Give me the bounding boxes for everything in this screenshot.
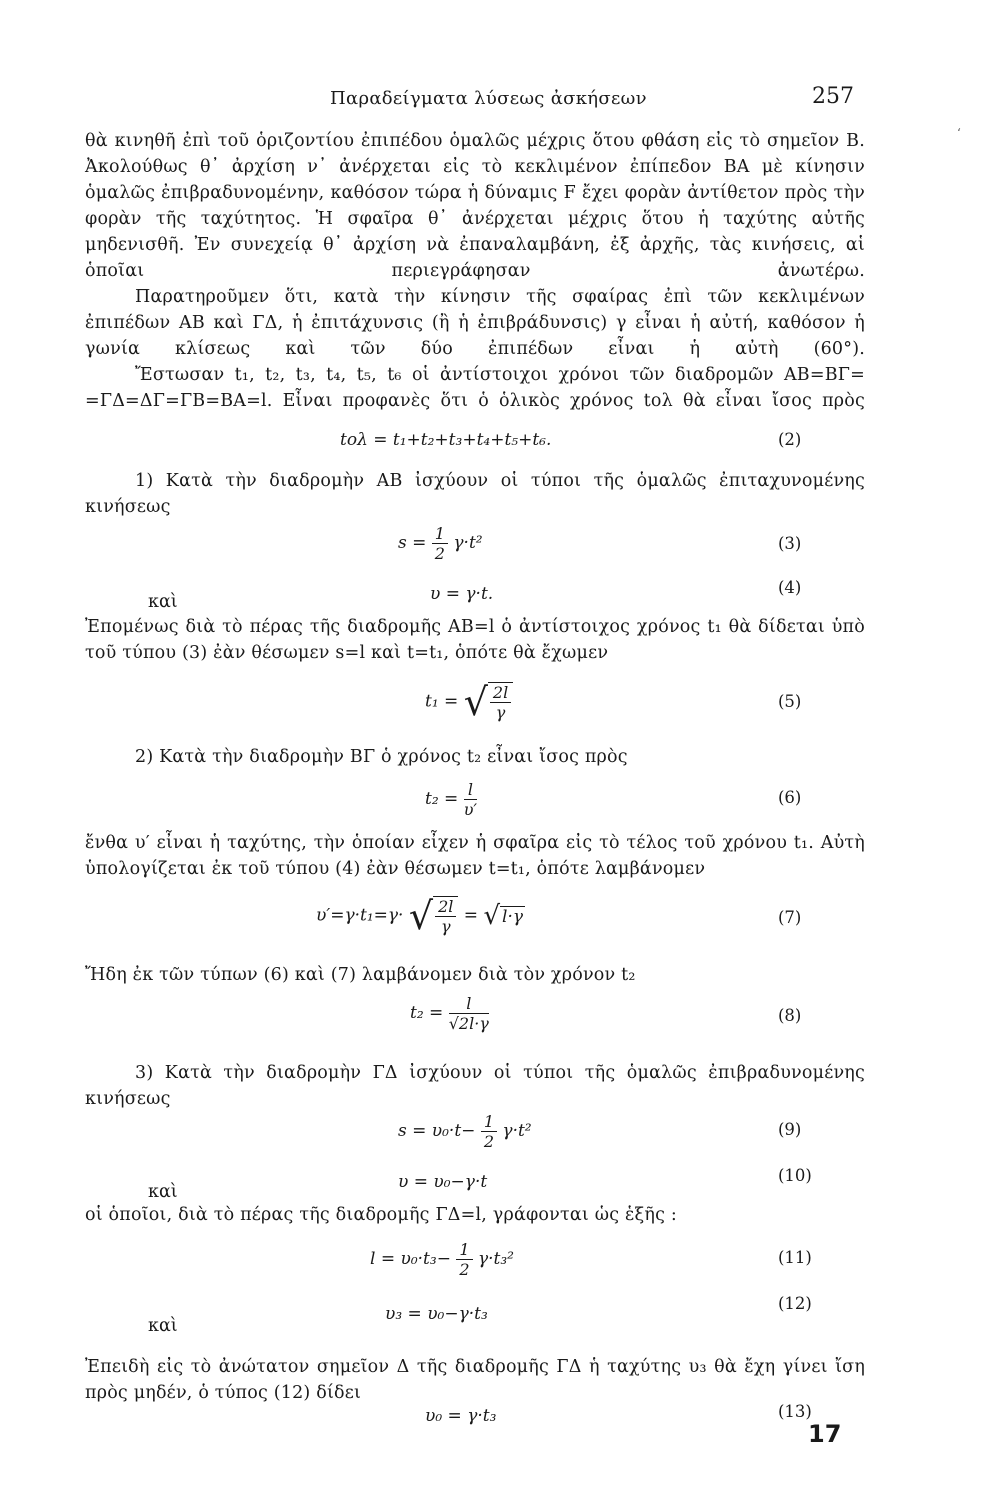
equation-5-lhs: t₁ = (425, 691, 459, 712)
radical-sign-icon: √ (408, 894, 434, 938)
equation-11-rhs: γ·t₃² (477, 1249, 514, 1269)
paragraph-6: 2) Κατὰ τὴν διαδρομὴν ΒΓ ὁ χρόνος t₂ εἶναι ἴσος πρὸς (135, 747, 628, 767)
paragraph-10: οἱ ὁποῖοι, διὰ τὸ πέρας τῆς διαδρομῆς ΓΔ=l, γράφονται ὡς ἑξῆς : (85, 1205, 677, 1225)
equation-7-number: (7) (778, 908, 802, 927)
equation-9-fraction (481, 1112, 497, 1151)
equation-12 (0, 1294, 999, 1334)
equation-4-number: (4) (778, 578, 802, 597)
equation-7-sqrt-2 (483, 903, 525, 929)
paragraph-11: Ἐπειδὴ εἰς τὸ ἀνώτατον σημεῖον Δ τῆς διαδρομῆς ΓΔ ἡ ταχύτης υ₃ θὰ ἔχη γίνει ἴση πρὸς μηδέν, ὁ τύπος (12) δίδει (85, 1357, 865, 1403)
equation-4-expr: υ = γ·t. (430, 584, 494, 604)
equation-9-lhs: s = υ₀·t− (398, 1121, 476, 1141)
equation-8-lhs: t₂ = (410, 1003, 444, 1023)
paragraph-7: ἔνθα υ′ εἶναι ἡ ταχύτης, τὴν ὁποίαν εἶχεν ἡ σφαῖρα εἰς τὸ τέλος τοῦ χρόνου t₁. Αὐτὴ ὑπολογίζεται ἐκ τοῦ τύπου (4) ἐὰν θέσωμεν t=t₁, ὁπότε λαμβάνομεν (85, 833, 865, 879)
paragraph-2: Παρατηροῦμεν ὅτι, κατὰ τὴν κίνησιν τῆς σφαίρας ἐπὶ τῶν κεκλιμένων ἐπιπέδων ΑΒ καὶ ΓΔ, ἡ ἐπιτάχυνσις (ἢ ἡ ἐπιβράδυνσις) γ εἶναι ἡ αὐτή, καθόσον ἡ γωνία κλίσεως καὶ τῶν δύο ἐπιπέδων εἶναι ἡ αὐτὴ (60°). (85, 287, 865, 359)
equation-5-number: (5) (778, 692, 802, 711)
equation-3-number: (3) (778, 534, 802, 553)
equation-5-sqrt (464, 682, 514, 722)
paragraph-5: Ἐπομένως διὰ τὸ πέρας τῆς διαδρομῆς ΑΒ=l ὁ ἀντίστοιχος χρόνος t₁ θὰ δίδεται ὑπὸ τοῦ τύπου (3) ἐὰν θέσωμεν s=l καὶ t=t₁, ὁπότε θὰ ἔχωμεν (85, 617, 865, 663)
equation-6-numerator: l (464, 780, 477, 800)
equation-13-expr: υ₀ = γ·t₃ (425, 1406, 497, 1426)
equation-13 (0, 1400, 999, 1440)
equation-12-expr: υ₃ = υ₀−γ·t₃ (385, 1304, 488, 1324)
equation-8-denominator: 2l·γ (458, 1014, 489, 1033)
equation-10-expr: υ = υ₀−γ·t (398, 1172, 488, 1192)
equation-11-numerator: 1 (456, 1240, 472, 1260)
equation-7-numerator: 2l (435, 897, 456, 917)
equation-7-lhs: υ′=γ·t₁=γ· (316, 905, 404, 926)
paragraph-4: 1) Κατὰ τὴν διαδρομὴν ΑΒ ἰσχύουν οἱ τύποι τῆς ὁμαλῶς ἐπιταχυνομένης κινήσεως (85, 471, 865, 517)
equation-8-fraction (449, 994, 489, 1033)
radical-sign-icon: √ (463, 680, 488, 724)
equation-11 (0, 1236, 999, 1288)
equation-5-denominator: γ (495, 703, 506, 722)
equation-2-expr: tολ = t₁+t₂+t₃+t₄+t₅+t₆. (340, 430, 552, 450)
equation-8 (0, 994, 999, 1054)
equation-3-denominator: 2 (434, 544, 445, 563)
header-title: Παραδείγματα λύσεως ἀσκήσεων (330, 88, 647, 109)
equation-10-number: (10) (778, 1166, 812, 1185)
equation-11-fraction (456, 1240, 472, 1279)
equation-3-rhs: γ·t² (453, 533, 483, 553)
equation-13-number: (13) (778, 1402, 812, 1421)
equation-3-fraction (432, 524, 448, 563)
page-number: 257 (812, 84, 854, 109)
equation-9 (0, 1108, 999, 1158)
equation-5 (0, 676, 999, 736)
equation-11-denominator: 2 (459, 1260, 470, 1279)
equation-4 (0, 578, 999, 618)
equation-8-number: (8) (778, 1006, 802, 1025)
equation-7-denominator: γ (440, 917, 451, 936)
equation-6 (0, 778, 999, 830)
equation-6-denominator: υ′ (463, 800, 478, 819)
paragraph-9: 3) Κατὰ τὴν διαδρομὴν ΓΔ ἰσχύουν οἱ τύποι τῆς ὁμαλῶς ἐπιβραδυνομένης κινήσεως (85, 1063, 865, 1109)
equation-7-sqrt-1 (409, 896, 459, 936)
equation-3 (0, 520, 999, 570)
equation-12-number: (12) (778, 1294, 812, 1313)
equation-2 (0, 426, 999, 466)
equation-3-numerator: 1 (432, 524, 448, 544)
running-header (0, 84, 999, 118)
equation-7 (0, 892, 999, 952)
equation-6-number: (6) (778, 788, 802, 807)
paragraph-3: Ἔστωσαν t₁, t₂, t₃, t₄, t₅, t₆ οἱ ἀντίστοιχοι χρόνοι τῶν διαδρομῶν ΑΒ=ΒΓ= =ΓΔ=ΔΓ=ΓΒ=ΒΑ=l. Εἶναι προφανὲς ὅτι ὁ ὁλικὸς χρόνος tολ θὰ εἶναι ἴσος πρὸς (85, 365, 865, 411)
equation-11-lhs: l = υ₀·t₃− (370, 1249, 451, 1269)
equation-7-rhs: l·γ (502, 906, 524, 927)
equation-10 (0, 1166, 999, 1206)
paragraph-8: Ἤδη ἐκ τῶν τύπων (6) καὶ (7) λαμβάνομεν διὰ τὸν χρόνον t₂ (85, 965, 636, 985)
equation-9-number: (9) (778, 1120, 802, 1139)
margin-mark: ʻ (957, 126, 961, 140)
paragraph-1: θὰ κινηθῆ ἐπὶ τοῦ ὁριζοντίου ἐπιπέδου ὁμαλῶς μέχρις ὅτου φθάση εἰς τὸ σημεῖον Β. Ἀκολούθως θ᾽ ἀρχίση ν᾽ ἀνέρχεται εἰς τὸ κεκλιμένον ἐπίπεδον ΒΑ μὲ κίνησιν ὁμαλῶς ἐπιβραδυνομένην, καθόσον τώρα ἡ δύναμις F ἔχει φορὰν ἀντίθετον πρὸς τὴν φορὰν τῆς ταχύτητος. Ἡ σφαῖρα θ᾽ ἀνέρχεται μέχρις ὅτου ἡ ταχύτης αὐτῆς μηδενισθῆ. Ἐν συνεχείᾳ θ᾽ ἀρχίση νὰ ἐπαναλαμβάνη, ἐξ ἀρχῆς, τὰς κινήσεις, αἱ ὁποῖαι περιεγράφησαν ἀνωτέρω. (85, 131, 865, 281)
equation-2-number: (2) (778, 430, 802, 449)
equation-9-numerator: 1 (481, 1112, 497, 1132)
equation-11-number: (11) (778, 1248, 812, 1267)
equation-6-fraction (464, 780, 477, 819)
radical-sign-icon: √ (448, 1014, 459, 1033)
equation-9-rhs: γ·t² (502, 1121, 532, 1141)
equation-8-numerator: l (449, 994, 489, 1014)
equation-9-denominator: 2 (483, 1132, 494, 1151)
equation-6-lhs: t₂ = (425, 789, 459, 809)
equation-7-equals: = (463, 905, 479, 926)
conjunction-kai: καὶ (148, 1316, 178, 1336)
equation-3-lhs: s = (398, 533, 427, 553)
radical-sign-icon: √ (483, 901, 501, 931)
equation-5-numerator: 2l (490, 683, 511, 703)
signature-mark: 17 (808, 1420, 842, 1448)
conjunction-kai: καὶ (148, 1182, 178, 1202)
conjunction-kai: καὶ (148, 592, 178, 612)
